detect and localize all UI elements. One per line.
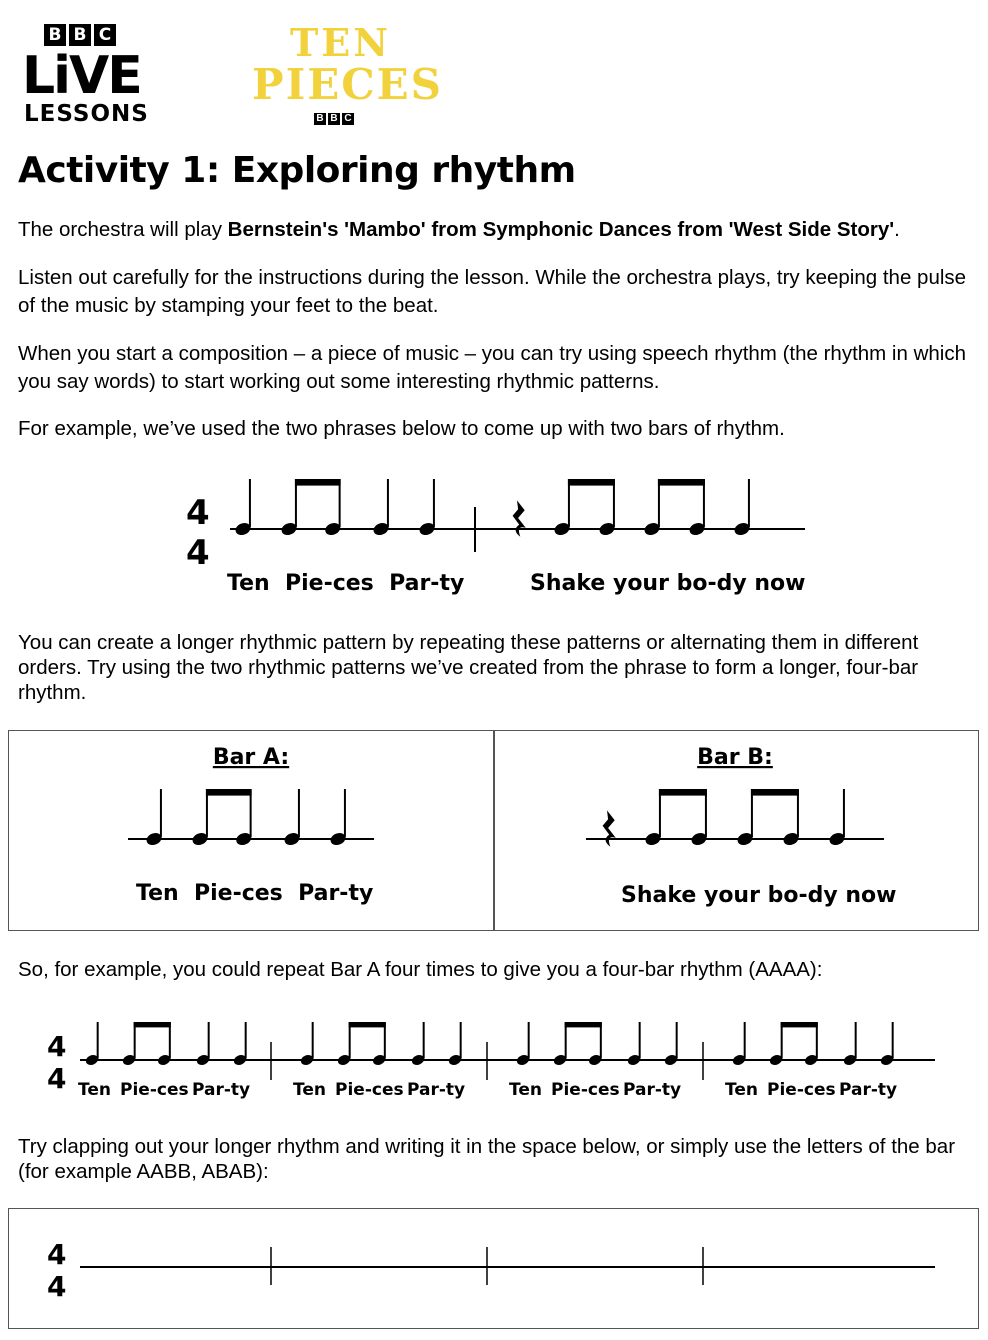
repeat-paragraph: So, for example, you could repeat Bar A four times to give you a four-bar rhythm (AAAA):: [18, 958, 823, 981]
ten-pieces-bbc-logo: [314, 113, 354, 125]
listen-paragraph: Listen out carefully for the instructions during the lesson. While the orchestra plays, try keeping the pulse of the music by stamping your feet to the beat.: [18, 266, 967, 317]
beam: [565, 1022, 602, 1027]
crotchet-rest: [513, 500, 526, 536]
time-signature-bottom: 4: [47, 1270, 67, 1303]
composition-paragraph: When you start a composition – a piece of music – you can try using speech rhythm (the rhythm in which you say words) to start working out some interesting rhythmic patterns.: [18, 342, 966, 393]
intro-bold-title: Bernstein's 'Mambo' from Symphonic Dances from 'West Side Story': [227, 218, 895, 241]
time-signature-top: 4: [47, 1238, 67, 1271]
beam: [751, 789, 799, 796]
bbc-letter: B: [44, 24, 66, 46]
longer-pattern-paragraph: You can create a longer rhythmic pattern by repeating these patterns or alternating them in different orders. Try using the two rhythmic patterns we’ve created from the phrase to form a longer, four-bar rhythm.: [18, 631, 919, 704]
aaaa-word: Par-ty: [623, 1080, 682, 1100]
phrase-a-label: Ten Pie-ces Par-ty: [227, 571, 465, 596]
aaaa-word: Pie-ces: [335, 1080, 404, 1100]
bbc-letter: C: [342, 113, 354, 125]
empty-staff: [0, 1208, 988, 1329]
bar-b-label: Bar B:: [697, 745, 773, 770]
crotchet-rest: [603, 810, 616, 846]
bar-a-phrase: Ten Pie-ces Par-ty: [136, 881, 374, 906]
beam: [134, 1022, 171, 1027]
bar-a-label: Bar A:: [212, 745, 290, 770]
beam: [206, 789, 252, 796]
time-signature-bottom: 4: [186, 533, 210, 573]
beam: [295, 479, 341, 486]
phrase-b-label: Shake your bo-dy now: [530, 571, 806, 596]
aaaa-word: Ten: [78, 1080, 111, 1100]
time-signature-top: 4: [47, 1030, 67, 1063]
aaaa-word: Par-ty: [407, 1080, 466, 1100]
bbc-logo: [44, 24, 116, 46]
beam: [658, 479, 705, 486]
aaaa-word: Ten: [293, 1080, 326, 1100]
beam: [349, 1022, 386, 1027]
lessons-logo-text: LESSONS: [24, 101, 149, 127]
bbc-letter: C: [94, 24, 116, 46]
beam: [568, 479, 615, 486]
aaaa-word: Pie-ces: [767, 1080, 836, 1100]
two-bar-notation: [0, 460, 988, 610]
live-logo-text: LiVE: [22, 46, 141, 106]
ten-pieces-logo-line1: TEN: [290, 20, 391, 65]
aaaa-word: Ten: [509, 1080, 542, 1100]
time-signature-top: 4: [186, 493, 210, 533]
bar-ab-notation: [0, 730, 988, 931]
aaaa-word: Ten: [725, 1080, 758, 1100]
intro-suffix: .: [894, 218, 900, 241]
bbc-letter: B: [328, 113, 340, 125]
aaaa-word: Par-ty: [839, 1080, 898, 1100]
example-paragraph: For example, we’ve used the two phrases below to come up with two bars of rhythm.: [18, 417, 785, 440]
aaaa-word: Pie-ces: [120, 1080, 189, 1100]
intro-prefix: The orchestra will play: [18, 218, 228, 241]
beam: [781, 1022, 818, 1027]
bbc-letter: B: [314, 113, 326, 125]
time-signature-bottom: 4: [47, 1062, 67, 1095]
page-title: Activity 1: Exploring rhythm: [18, 150, 576, 191]
intro-paragraph: [18, 216, 978, 244]
bbc-letter: B: [69, 24, 91, 46]
four-bar-notation: [0, 1010, 988, 1110]
ten-pieces-logo-line2: PIECES: [252, 60, 444, 109]
aaaa-word: Par-ty: [192, 1080, 251, 1100]
aaaa-word: Pie-ces: [551, 1080, 620, 1100]
bar-b-phrase: Shake your bo-dy now: [621, 883, 897, 908]
try-paragraph: Try clapping out your longer rhythm and writing it in the space below, or simply use the letters of the bar (for example AABB, ABAB):: [18, 1135, 956, 1183]
beam: [659, 789, 707, 796]
